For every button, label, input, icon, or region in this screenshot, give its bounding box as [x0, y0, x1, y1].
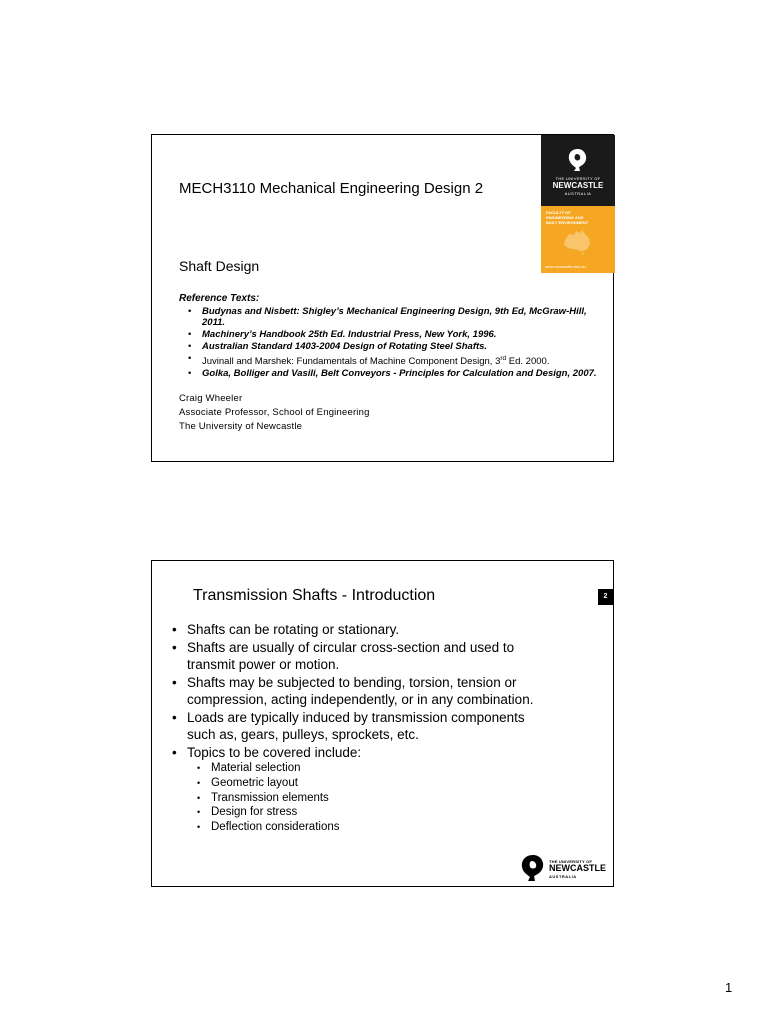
logo-orange-block [541, 206, 615, 273]
logo-newcastle: NEWCASTLE [549, 863, 606, 873]
bullet-list [171, 621, 591, 761]
faculty-name: FACULTY OF ENGINEERING AND BUILT ENVIRONMENT [546, 210, 589, 225]
reference-item: • Juvinall and Marshek: Fundamentals of Machine Component Design, 3rd Ed. 2000. [188, 353, 550, 368]
reference-list [179, 306, 604, 380]
university-logo-panel [541, 135, 615, 273]
seahorse-crest-icon [565, 147, 591, 173]
reference-item: • Budynas and Nisbett: Shigley’s Mechanical Engineering Design, 9th Ed, McGraw-Hill, 2011. [188, 306, 587, 328]
australia-map-icon [561, 228, 593, 256]
reference-label: Reference Texts: [179, 293, 260, 304]
sub-bullet-item: • Design for stress [197, 806, 298, 819]
author-position: Associate Professor, School of Engineering [179, 407, 370, 418]
page-number: 1 [725, 980, 733, 995]
slide-number-badge: 2 [598, 589, 613, 605]
reference-item: • Australian Standard 1403-2004 Design of Rotating Steel Shafts. [188, 341, 488, 352]
logo-newcastle: NEWCASTLE [552, 181, 604, 190]
logo-australia: AUSTRALIA [564, 191, 592, 196]
logo-dark-block [541, 135, 615, 206]
seahorse-crest-icon [518, 853, 548, 883]
bullet-item: • Shafts can be rotating or stationary. [172, 622, 400, 637]
sub-bullet-item: • Material selection [197, 762, 301, 774]
sub-bullet-item: • Deflection considerations [197, 821, 340, 834]
author-block [179, 392, 370, 434]
reference-item: • Machinery’s Handbook 25th Ed. Industrial Press, New York, 1996. [188, 329, 497, 340]
title-slide [151, 134, 614, 462]
sub-bullet-item: • Geometric layout [197, 776, 298, 789]
university-url: www.newcastle.edu.au [545, 264, 586, 269]
author-name: Craig Wheeler [179, 393, 243, 404]
slide-title: Transmission Shafts - Introduction [193, 587, 436, 604]
bullet-item: • Shafts are usually of circular cross-section and used to transmit power or motion. [172, 639, 515, 672]
university-logo [518, 853, 610, 883]
logo-university-of: THE UNIVERSITY OF [555, 176, 601, 181]
course-title: MECH3110 Mechanical Engineering Design 2 [179, 180, 484, 197]
author-institution: The University of Newcastle [179, 421, 303, 432]
logo-australia: AUSTRALIA [549, 874, 577, 879]
bullet-item: • Topics to be covered include: [172, 744, 362, 760]
slide-subject: Shaft Design [179, 258, 260, 274]
content-slide [151, 560, 614, 887]
sub-bullet-item: • Transmission elements [197, 791, 329, 804]
logo-university-of: THE UNIVERSITY OF [549, 859, 593, 864]
bullet-item: • Shafts may be subjected to bending, torsion, tension or compression, acting independently, or in any combination. [172, 674, 534, 707]
bullet-item: • Loads are typically induced by transmission components such as, gears, pulleys, sprockets, etc. [172, 709, 525, 742]
sub-bullet-list [197, 761, 340, 835]
reference-item: • Golka, Bolliger and Vasili, Belt Conveyors - Principles for Calculation and Design, 2007. [188, 368, 597, 380]
